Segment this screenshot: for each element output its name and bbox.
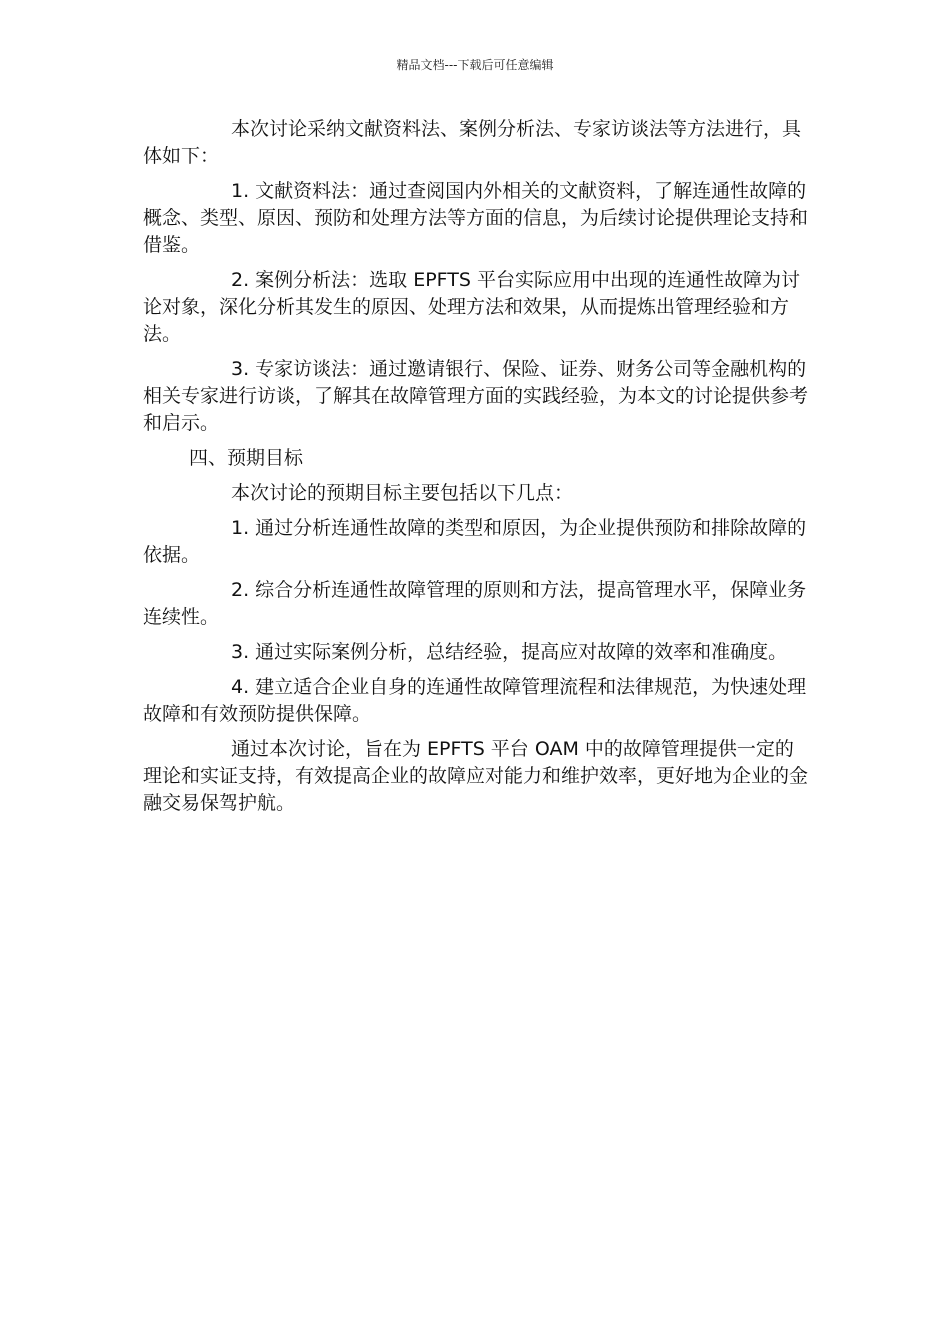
goal-3-paragraph: 3. 通过实际案例分析，总结经验，提高应对故障的效率和准确度。	[231, 641, 788, 663]
document-body	[143, 116, 809, 825]
goals-intro-paragraph: 本次讨论的预期目标主要包括以下几点：	[231, 482, 574, 504]
goal-2-paragraph: 2. 综合分析连通性故障管理的原则和方法，提高管理水平，保障业务连续性。	[143, 579, 807, 628]
methods-intro-paragraph: 本次讨论采纳文献资料法、案例分析法、专家访谈法等方法进行，具体如下：	[143, 118, 802, 167]
method-expert-interview-paragraph: 3. 专家访谈法：通过邀请银行、保险、证券、财务公司等金融机构的相关专家进行访谈，了解其在故障管理方面的实践经验，为本文的讨论提供参考和启示。	[143, 358, 809, 434]
conclusion-paragraph: 通过本次讨论，旨在为 EPFTS 平台 OAM 中的故障管理提供一定的理论和实证支持，有效提高企业的故障应对能力和维护效率，更好地为企业的金融交易保驾护航。	[143, 738, 809, 814]
section-heading-expected-goals: 四、预期目标	[189, 447, 304, 469]
goal-4-paragraph: 4. 建立适合企业自身的连通性故障管理流程和法律规范，为快速处理故障和有效预防提供保障。	[143, 676, 807, 725]
method-literature-paragraph: 1. 文献资料法：通过查阅国内外相关的文献资料，了解连通性故障的概念、类型、原因、预防和处理方法等方面的信息，为后续讨论提供理论支持和借鉴。	[143, 180, 809, 256]
goal-1-paragraph: 1. 通过分析连通性故障的类型和原因，为企业提供预防和排除故障的依据。	[143, 517, 807, 566]
method-case-analysis-paragraph: 2. 案例分析法：选取 EPFTS 平台实际应用中出现的连通性故障为讨论对象，深化分析其发生的原因、处理方法和效果，从而提炼出管理经验和方法。	[143, 269, 800, 345]
page-header: 精品文档---下载后可任意编辑	[396, 58, 554, 72]
